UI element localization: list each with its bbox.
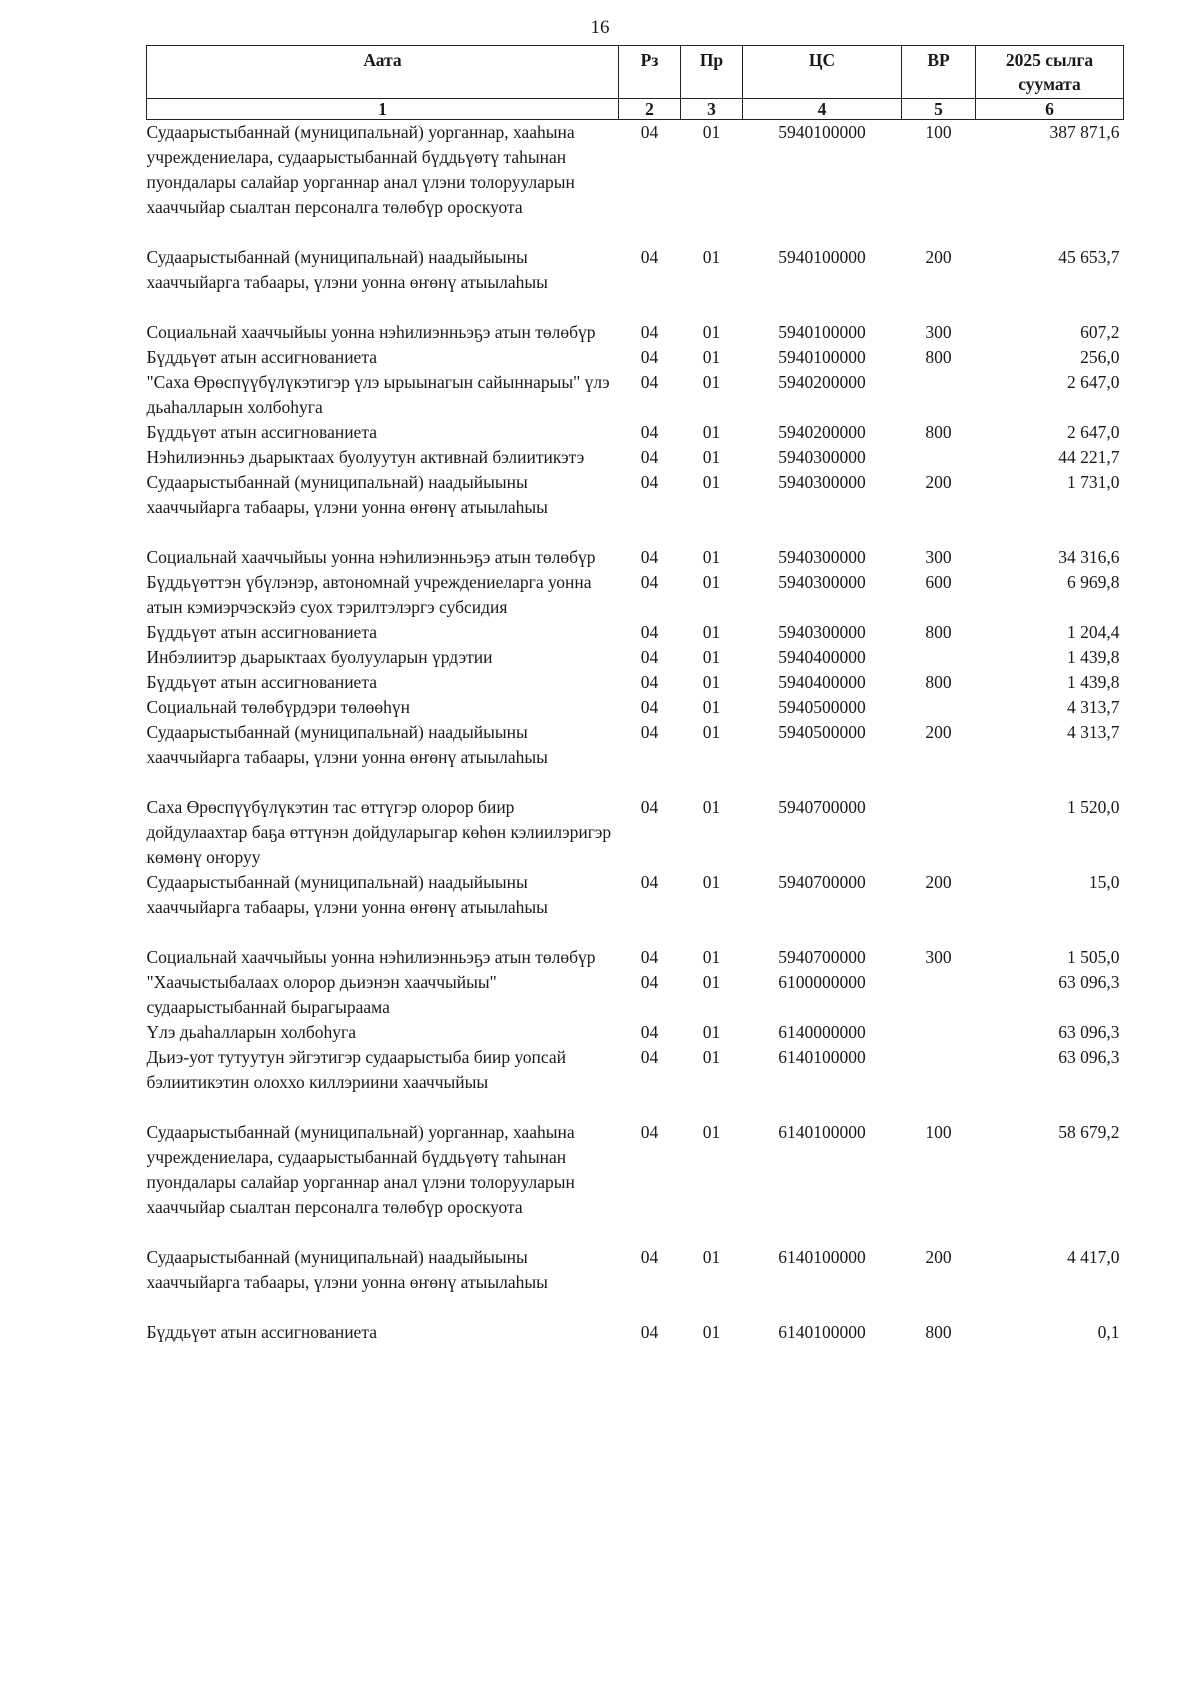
row-cs-cell: 5940500000: [778, 722, 866, 742]
row-cs-cell: 6140100000: [778, 1322, 866, 1342]
row-pr-cell: 01: [702, 247, 721, 267]
row-name-cell: Нэһилиэнньэ дьарыктаах буолуутун активнай бэлиитикэтэ: [146, 447, 585, 467]
table-row: [147, 245, 1124, 320]
table-row: [147, 570, 1124, 620]
row-rz-cell: 04: [640, 422, 659, 442]
row-pr-cell: 01: [702, 622, 721, 642]
row-rz-cell: 04: [640, 1022, 659, 1042]
row-cs-cell: 5940300000: [778, 447, 866, 467]
row-vr-cell: 800: [925, 347, 952, 367]
row-vr-cell: [902, 1045, 976, 1120]
row-rz-cell: 04: [640, 572, 659, 592]
table-body: [147, 120, 1124, 1346]
row-pr-cell: 01: [702, 1047, 721, 1067]
row-pr-cell: 01: [702, 872, 721, 892]
row-name-cell: Бүддьүөт атын ассигнованиета: [146, 672, 377, 692]
row-pr-cell: 01: [702, 697, 721, 717]
row-cs-cell: 5940700000: [778, 797, 866, 817]
row-amount-cell: 2 647,0: [1067, 372, 1120, 392]
table-row: [147, 1320, 1124, 1345]
row-rz-cell: 04: [640, 1122, 659, 1142]
row-cs-cell: 5940100000: [778, 247, 866, 267]
row-cs-cell: 6100000000: [778, 972, 866, 992]
row-cs-cell: 5940300000: [778, 547, 866, 567]
table-row: [147, 345, 1124, 370]
row-rz-cell: 04: [640, 722, 659, 742]
row-amount-cell: 0,1: [1097, 1322, 1120, 1342]
table-row: [147, 320, 1124, 345]
row-amount-cell: 1 731,0: [1067, 472, 1120, 492]
column-header-vr: ВР: [902, 46, 976, 99]
row-name-cell: "Хаачыстыбалаах олорор дьиэнэн хааччыйыы" судаарыстыбаннай бырагыраама: [146, 972, 497, 1017]
page-number: 16: [590, 17, 610, 38]
row-name-cell: Судаарыстыбаннай (муниципальнай) наадыйыыны хааччыйарга табаары, үлэни уонна өҥөнү атыылаһыы: [146, 722, 548, 767]
row-rz-cell: 04: [640, 672, 659, 692]
row-pr-cell: 01: [702, 1247, 721, 1267]
row-cs-cell: 5940500000: [778, 697, 866, 717]
row-vr-cell: [902, 645, 976, 670]
row-rz-cell: 04: [640, 547, 659, 567]
table-row: [147, 695, 1124, 720]
row-rz-cell: 04: [640, 347, 659, 367]
row-cs-cell: 5940200000: [778, 422, 866, 442]
row-pr-cell: 01: [702, 1022, 721, 1042]
table-row: [147, 795, 1124, 870]
row-name-cell: Бүддьүөттэн үбүлэнэр, автономнай учреждениеларга уонна атын кэмиэрчэскэйэ суох тэрилтэлэргэ субсидия: [146, 572, 592, 617]
row-name-cell: Социальнай төлөбүрдэри төлөөһүн: [146, 697, 411, 717]
column-number: 5: [902, 99, 976, 120]
row-pr-cell: 01: [702, 447, 721, 467]
table-row: [147, 970, 1124, 1020]
row-vr-cell: 800: [925, 422, 952, 442]
row-amount-cell: 6 969,8: [1067, 572, 1120, 592]
row-amount-cell: 45 653,7: [1058, 247, 1120, 267]
row-amount-cell: 2 647,0: [1067, 422, 1120, 442]
row-vr-cell: 600: [925, 572, 952, 592]
table-row: [147, 670, 1124, 695]
row-rz-cell: 04: [640, 647, 659, 667]
row-rz-cell: 04: [640, 947, 659, 967]
table-row: [147, 620, 1124, 645]
row-amount-cell: 1 505,0: [1067, 947, 1120, 967]
row-vr-cell: 300: [925, 947, 952, 967]
row-vr-cell: [902, 970, 976, 1020]
table-row: [147, 1020, 1124, 1045]
row-pr-cell: 01: [702, 722, 721, 742]
row-amount-cell: 256,0: [1080, 347, 1120, 367]
row-cs-cell: 6140100000: [778, 1047, 866, 1067]
row-rz-cell: 04: [640, 797, 659, 817]
row-name-cell: Бүддьүөт атын ассигнованиета: [146, 347, 377, 367]
row-cs-cell: 5940700000: [778, 947, 866, 967]
row-cs-cell: 5940400000: [778, 672, 866, 692]
row-pr-cell: 01: [702, 972, 721, 992]
row-rz-cell: 04: [640, 122, 659, 142]
row-vr-cell: [902, 370, 976, 420]
table-row: [147, 545, 1124, 570]
row-pr-cell: 01: [702, 647, 721, 667]
row-pr-cell: 01: [702, 422, 721, 442]
row-vr-cell: [902, 445, 976, 470]
row-rz-cell: 04: [640, 1247, 659, 1267]
row-cs-cell: 5940200000: [778, 372, 866, 392]
table-row: [147, 445, 1124, 470]
row-cs-cell: 5940300000: [778, 572, 866, 592]
row-name-cell: Саха Өрөспүүбүлүкэтин тас өттүгэр олорор биир дойдулаахтар баҕа өттүнэн дойдуларыгар көһөн кэлиилэригэр көмөнү оҥоруу: [146, 797, 612, 867]
table-row: [147, 420, 1124, 445]
table-row: [147, 645, 1124, 670]
row-rz-cell: 04: [640, 697, 659, 717]
row-vr-cell: 300: [925, 547, 952, 567]
row-rz-cell: 04: [640, 1322, 659, 1342]
row-name-cell: Социальнай хааччыйыы уонна нэһилиэнньэҕэ атын төлөбүр: [146, 947, 596, 967]
row-cs-cell: 6140100000: [778, 1247, 866, 1267]
row-name-cell: Социальнай хааччыйыы уонна нэһилиэнньэҕэ атын төлөбүр: [146, 322, 596, 342]
row-amount-cell: 1 204,4: [1067, 622, 1120, 642]
row-name-cell: "Саха Өрөспүүбүлүкэтигэр үлэ ырыынагын сайыннарыы" үлэ дьаһалларын холбоһуга: [146, 372, 610, 417]
row-vr-cell: [902, 795, 976, 870]
row-amount-cell: 4 417,0: [1067, 1247, 1120, 1267]
row-rz-cell: 04: [640, 322, 659, 342]
row-vr-cell: [902, 1020, 976, 1045]
row-amount-cell: 34 316,6: [1058, 547, 1120, 567]
row-amount-cell: 44 221,7: [1058, 447, 1120, 467]
row-name-cell: Бүддьүөт атын ассигнованиета: [146, 622, 377, 642]
table-header: [147, 46, 1124, 120]
row-vr-cell: 200: [925, 872, 952, 892]
row-vr-cell: 200: [925, 247, 952, 267]
row-pr-cell: 01: [702, 572, 721, 592]
row-name-cell: Үлэ дьаһалларын холбоһуга: [146, 1022, 356, 1042]
row-cs-cell: 5940100000: [778, 122, 866, 142]
row-name-cell: Судаарыстыбаннай (муниципальнай) уорганнар, хааһына учреждениелара, судаарыстыбаннай бүддьүөтү таһынан пуондалары салайар уорганнар анал үлэни толорууларын хааччыйар сыалтан персоналга төлөбүр ороскуота: [146, 1122, 575, 1217]
row-cs-cell: 5940300000: [778, 472, 866, 492]
column-number: 3: [681, 99, 743, 120]
row-pr-cell: 01: [702, 1322, 721, 1342]
column-header-rz: Рз: [619, 46, 681, 99]
table-row: [147, 470, 1124, 545]
row-amount-cell: 607,2: [1080, 322, 1120, 342]
row-vr-cell: 300: [925, 322, 952, 342]
row-pr-cell: 01: [702, 672, 721, 692]
row-cs-cell: 6140000000: [778, 1022, 866, 1042]
row-name-cell: Инбэлиитэр дьарыктаах буолууларын үрдэтии: [146, 647, 493, 667]
column-number: 6: [976, 99, 1124, 120]
column-header-cs: ЦС: [743, 46, 902, 99]
column-number: 1: [147, 99, 619, 120]
row-pr-cell: 01: [702, 347, 721, 367]
column-header-name: Аата: [147, 46, 619, 99]
row-cs-cell: 5940100000: [778, 322, 866, 342]
row-cs-cell: 5940100000: [778, 347, 866, 367]
row-pr-cell: 01: [702, 472, 721, 492]
row-vr-cell: 200: [925, 1247, 952, 1267]
row-amount-cell: 4 313,7: [1067, 722, 1120, 742]
row-vr-cell: [902, 695, 976, 720]
row-amount-cell: 1 439,8: [1067, 672, 1120, 692]
row-rz-cell: 04: [640, 372, 659, 392]
row-vr-cell: 100: [925, 122, 952, 142]
budget-table: [146, 45, 1124, 1345]
table-row: [147, 1120, 1124, 1245]
row-cs-cell: 6140100000: [778, 1122, 866, 1142]
row-vr-cell: 800: [925, 672, 952, 692]
row-name-cell: Судаарыстыбаннай (муниципальнай) наадыйыыны хааччыйарга табаары, үлэни уонна өҥөнү атыылаһыы: [146, 247, 548, 292]
table-row: [147, 870, 1124, 945]
row-amount-cell: 1 520,0: [1067, 797, 1120, 817]
row-amount-cell: 63 096,3: [1058, 1047, 1120, 1067]
row-rz-cell: 04: [640, 622, 659, 642]
row-pr-cell: 01: [702, 1122, 721, 1142]
row-rz-cell: 04: [640, 447, 659, 467]
row-amount-cell: 58 679,2: [1058, 1122, 1120, 1142]
row-rz-cell: 04: [640, 872, 659, 892]
table-row: [147, 720, 1124, 795]
row-cs-cell: 5940700000: [778, 872, 866, 892]
row-name-cell: Дьиэ-уот тутуутун эйгэтигэр судаарыстыба биир уопсай бэлиитикэтин олоххо киллэриини хааччыйыы: [146, 1047, 567, 1092]
row-amount-cell: 15,0: [1088, 872, 1120, 892]
row-name-cell: Социальнай хааччыйыы уонна нэһилиэнньэҕэ атын төлөбүр: [146, 547, 596, 567]
row-rz-cell: 04: [640, 247, 659, 267]
row-amount-cell: 4 313,7: [1067, 697, 1120, 717]
row-vr-cell: 800: [925, 1322, 952, 1342]
column-number: 2: [619, 99, 681, 120]
row-name-cell: Судаарыстыбаннай (муниципальнай) уорганнар, хааһына учреждениелара, судаарыстыбаннай бүддьүөтү таһынан пуондалары салайар уорганнар анал үлэни толорууларын хааччыйар сыалтан персоналга төлөбүр ороскуота: [146, 122, 575, 217]
row-pr-cell: 01: [702, 122, 721, 142]
row-name-cell: Бүддьүөт атын ассигнованиета: [146, 1322, 377, 1342]
row-name-cell: Судаарыстыбаннай (муниципальнай) наадыйыыны хааччыйарга табаары, үлэни уонна өҥөнү атыылаһыы: [146, 472, 548, 517]
row-pr-cell: 01: [702, 372, 721, 392]
row-amount-cell: 387 871,6: [1049, 122, 1120, 142]
table-row: [147, 120, 1124, 246]
row-pr-cell: 01: [702, 797, 721, 817]
row-vr-cell: 200: [925, 722, 952, 742]
header-number-row: [147, 99, 1124, 120]
row-rz-cell: 04: [640, 972, 659, 992]
row-pr-cell: 01: [702, 322, 721, 342]
table-row: [147, 1045, 1124, 1120]
row-vr-cell: 800: [925, 622, 952, 642]
row-vr-cell: 100: [925, 1122, 952, 1142]
row-cs-cell: 5940300000: [778, 622, 866, 642]
row-name-cell: Судаарыстыбаннай (муниципальнай) наадыйыыны хааччыйарга табаары, үлэни уонна өҥөнү атыылаһыы: [146, 872, 548, 917]
row-amount-cell: 63 096,3: [1058, 972, 1120, 992]
row-pr-cell: 01: [702, 547, 721, 567]
row-rz-cell: 04: [640, 472, 659, 492]
row-vr-cell: 200: [925, 472, 952, 492]
column-number: 4: [743, 99, 902, 120]
row-amount-cell: 1 439,8: [1067, 647, 1120, 667]
table-row: [147, 370, 1124, 420]
row-name-cell: Судаарыстыбаннай (муниципальнай) наадыйыыны хааччыйарга табаары, үлэни уонна өҥөнү атыылаһыы: [146, 1247, 548, 1292]
row-rz-cell: 04: [640, 1047, 659, 1067]
row-name-cell: Бүддьүөт атын ассигнованиета: [146, 422, 377, 442]
table-row: [147, 945, 1124, 970]
row-pr-cell: 01: [702, 947, 721, 967]
row-cs-cell: 5940400000: [778, 647, 866, 667]
header-row: [147, 46, 1124, 99]
row-amount-cell: 63 096,3: [1058, 1022, 1120, 1042]
column-header-pr: Пр: [681, 46, 743, 99]
column-header-amount: 2025 сылга суумата: [976, 46, 1124, 99]
table-row: [147, 1245, 1124, 1320]
